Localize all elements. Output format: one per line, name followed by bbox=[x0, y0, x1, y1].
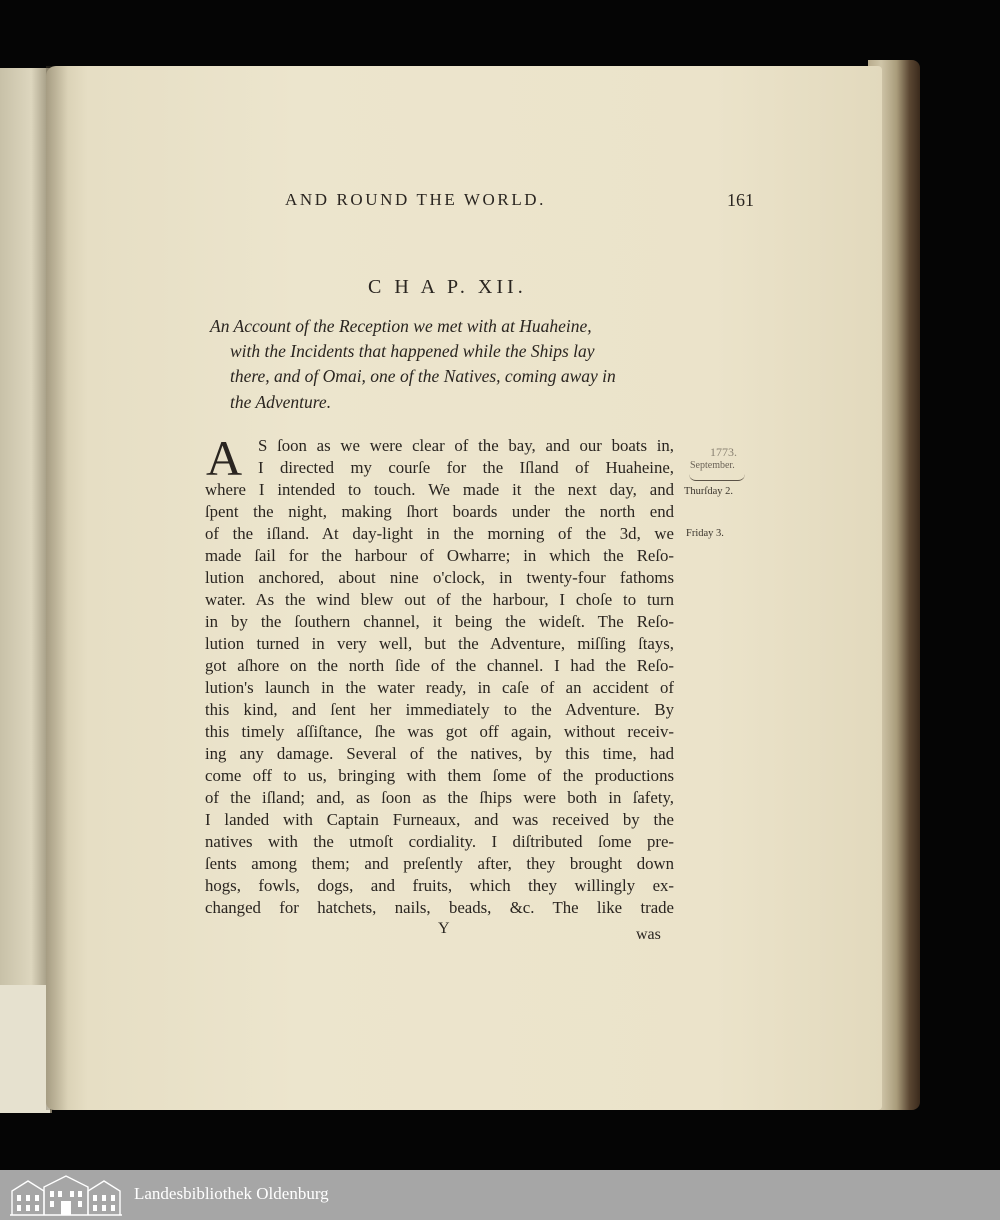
library-name: Landesbibliothek Oldenburg bbox=[134, 1184, 329, 1203]
text-line: come off to us, bringing with them ſome of the productions bbox=[205, 766, 674, 785]
margin-year: 1773. bbox=[710, 445, 737, 459]
margin-date: Friday 3. bbox=[686, 528, 724, 539]
running-head bbox=[0, 190, 1000, 214]
subtitle-line: there, and of Omai, one of the Natives, coming away in bbox=[230, 366, 616, 386]
text-line: lution's launch in the water ready, in caſe of an accident of bbox=[205, 678, 674, 697]
text-line: of the iſland. At day-light in the morning of the 3d, we bbox=[205, 524, 674, 543]
drop-cap: A bbox=[206, 430, 243, 486]
subtitle-line: the Adventure. bbox=[230, 392, 332, 412]
page-number: 161 bbox=[727, 190, 754, 210]
margin-month: September. bbox=[690, 460, 735, 471]
text-line: S ſoon as we were clear of the bay, and our boats in, bbox=[258, 436, 674, 455]
text-line: in by the ſouthern channel, it being the wideſt. The Reſo- bbox=[205, 612, 674, 631]
text-line: ſpent the night, making ſhort boards under the north end bbox=[205, 502, 674, 521]
subtitle-line: with the Incidents that happened while the Ships lay bbox=[230, 341, 595, 361]
text-line: made ſail for the harbour of Owharre; in which the Reſo- bbox=[205, 546, 674, 565]
library-building-logo bbox=[8, 1173, 124, 1217]
text-line: natives with the utmoſt cordiality. I diſtributed ſome pre- bbox=[205, 832, 674, 851]
signature-mark: Y bbox=[438, 920, 450, 937]
margin-brace bbox=[689, 474, 745, 481]
chapter-title: C H A P. XII. bbox=[368, 276, 527, 298]
catchword: was bbox=[636, 926, 661, 943]
text-line: lution anchored, about nine o'clock, in twenty-four fathoms bbox=[205, 568, 674, 587]
margin-date: Thurſday 2. bbox=[684, 486, 733, 497]
text-line: ſents among them; and preſently after, they brought down bbox=[205, 854, 674, 873]
text-line: this kind, and ſent her immediately to the Adventure. By bbox=[205, 700, 674, 719]
facing-page-edge bbox=[0, 68, 52, 1113]
running-title: AND ROUND THE WORLD. bbox=[285, 190, 547, 209]
text-line: changed for hatchets, nails, beads, &c. The like trade bbox=[205, 898, 674, 917]
text-line: water. As the wind blew out of the harbour, I choſe to turn bbox=[205, 590, 674, 609]
text-line: where I intended to touch. We made it the next day, and bbox=[205, 480, 674, 499]
text-line: I landed with Captain Furneaux, and was received by the bbox=[205, 810, 674, 829]
text-line: lution turned in very well, but the Adventure, miſſing ſtays, bbox=[205, 634, 674, 653]
text-line: got aſhore on the north ſide of the channel. I had the Reſo- bbox=[205, 656, 674, 675]
facing-page-corner bbox=[0, 985, 50, 1113]
text-line: of the iſland; and, as ſoon as the ſhips were both in ſafety, bbox=[205, 788, 674, 807]
text-line: this timely aſſiſtance, ſhe was got off again, without receiv- bbox=[205, 722, 674, 741]
text-line: hogs, fowls, dogs, and fruits, which they willingly ex- bbox=[205, 876, 674, 895]
subtitle-line: An Account of the Reception we met with at Huaheine, bbox=[210, 316, 592, 336]
text-line: ing any damage. Several of the natives, by this time, had bbox=[205, 744, 674, 763]
gutter-shadow bbox=[46, 66, 68, 1110]
footer-bar bbox=[0, 1170, 1000, 1220]
text-line: I directed my courſe for the Iſland of Huaheine, bbox=[258, 458, 674, 477]
